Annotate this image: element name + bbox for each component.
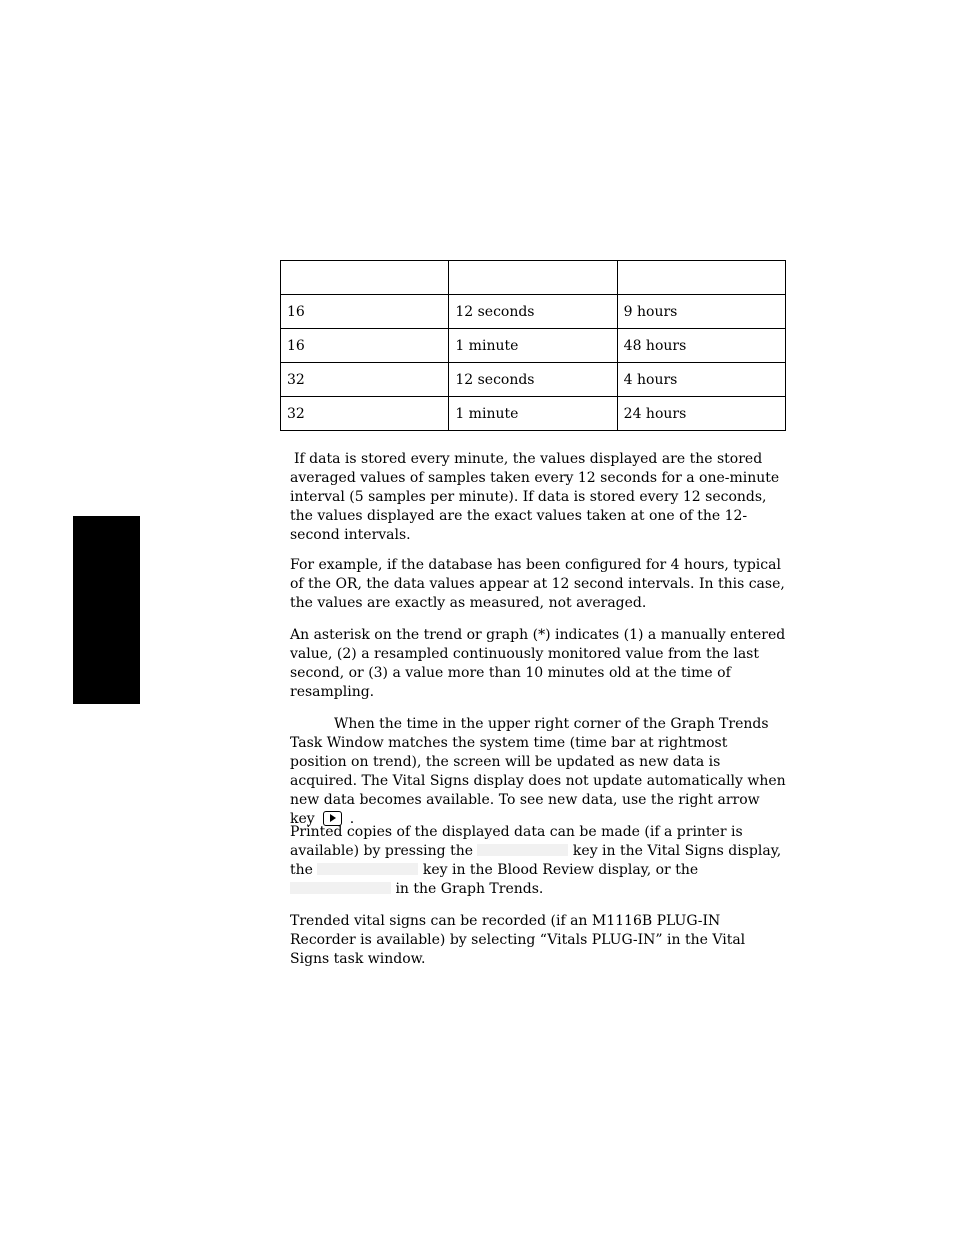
table-header-cell <box>281 261 449 295</box>
paragraph-example: For example, if the database has been configured for 4 hours, typical of the OR, the data values appear at 12 second intervals. In this case, the values are exactly as measured, not averaged. <box>290 557 785 611</box>
printing-text-b: key in the Vital Signs display, the <box>290 843 782 878</box>
table-cell: 9 hours <box>617 295 785 329</box>
trend-storage-table <box>280 260 786 431</box>
table-cell: 12 seconds <box>449 295 617 329</box>
table-cell: 16 <box>281 295 449 329</box>
printing-text-d: in the Graph Trends. <box>395 881 544 897</box>
paragraph-update-note <box>290 715 786 829</box>
table-header-cell <box>617 261 785 295</box>
table-cell: 4 hours <box>617 363 785 397</box>
printing-text-c: key in the Blood Review display, or the <box>422 862 699 878</box>
paragraph-recording: Trended vital signs can be recorded (if an M1116B PLUG-IN Recorder is available) by selecting “Vitals PLUG-IN” in the Vital Signs task window. <box>290 913 746 967</box>
table-row <box>281 397 786 431</box>
table-cell: 1 minute <box>449 397 617 431</box>
table-header-row <box>281 261 786 295</box>
update-note-text: When the time in the upper right corner of the Graph Trends Task Window matches the system time (time bar at rightmost position on trend), the screen will be updated as new data is acquired. The Vital Signs display does not update automatically when new data becomes available. To see new data, use the right arrow key <box>290 716 786 827</box>
table-row <box>281 363 786 397</box>
print-key-vital-signs <box>477 844 568 856</box>
chapter-tab <box>73 516 140 704</box>
table-cell: 1 minute <box>449 329 617 363</box>
table-row <box>281 295 786 329</box>
paragraph-asterisk: An asterisk on the trend or graph (*) indicates (1) a manually entered value, (2) a resampled continuously monitored value from the last second, or (3) a value more than 10 minutes old at the time of resampling. <box>290 627 786 700</box>
table-cell: 48 hours <box>617 329 785 363</box>
table-cell: 24 hours <box>617 397 785 431</box>
print-key-blood-review <box>317 863 418 875</box>
update-note-end: . <box>349 811 355 827</box>
table-row <box>281 329 786 363</box>
table-cell: 16 <box>281 329 449 363</box>
table-cell: 12 seconds <box>449 363 617 397</box>
paragraph-storage-interval: If data is stored every minute, the values displayed are the stored averaged values of samples taken every 12 seconds for a one-minute interval (5 samples per minute). If data is stored every 12 seconds, the values displayed are the exact values taken at one of the 12-second intervals. <box>290 451 780 543</box>
table-cell: 32 <box>281 363 449 397</box>
print-key-graph-trends <box>290 882 391 894</box>
printing-text-a: Printed copies of the displayed data can be made (if a printer is available) by pressing the <box>290 824 743 859</box>
table-cell: 32 <box>281 397 449 431</box>
table-header-cell <box>449 261 617 295</box>
paragraph-printing <box>290 823 786 899</box>
